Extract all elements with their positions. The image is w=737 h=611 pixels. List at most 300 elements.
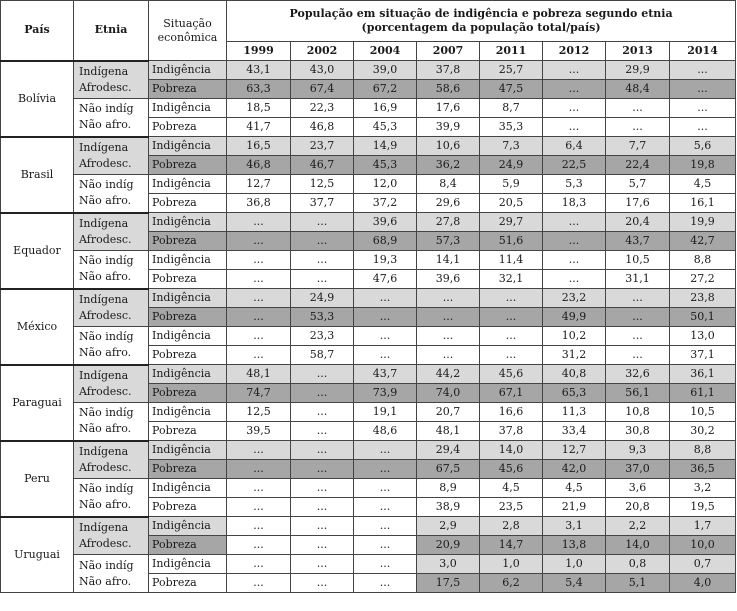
value-cell: ... [543,213,606,232]
header-year-2014: 2014 [670,42,736,61]
condition-indigence: Indigência [149,251,227,270]
value-cell: 17,5 [417,574,480,593]
value-cell: 14,0 [606,536,670,555]
header-year-2011: 2011 [480,42,543,61]
ethnic-label: Afrodesc. [79,232,132,246]
value-cell: 33,4 [543,422,606,441]
value-cell: ... [291,422,354,441]
value-cell: ... [227,327,291,346]
value-cell: 37,0 [606,460,670,479]
value-cell: 5,4 [543,574,606,593]
country-peru: Peru [1,441,74,517]
condition-indigence: Indigência [149,403,227,422]
value-cell: ... [606,118,670,137]
condition-indigence: Indigência [149,213,227,232]
ethnic-label: Não afro. [79,194,132,208]
value-cell: 0,8 [606,555,670,574]
value-cell: 45,6 [480,460,543,479]
header-title-line1: População em situação de indigência e pobreza segundo etnia [289,7,673,20]
value-cell: 10,8 [606,403,670,422]
ethnic-label: Não indíg [79,330,134,344]
value-cell: 29,9 [606,61,670,80]
value-cell: 18,5 [227,99,291,118]
table-row [1,213,736,232]
value-cell: 14,1 [417,251,480,270]
value-cell: ... [354,460,417,479]
value-cell: 65,3 [543,384,606,403]
value-cell: ... [227,251,291,270]
value-cell: 43,7 [606,232,670,251]
condition-indigence: Indigência [149,327,227,346]
value-cell: 56,1 [606,384,670,403]
value-cell: 37,8 [480,422,543,441]
value-cell: 22,4 [606,156,670,175]
value-cell: ... [417,327,480,346]
value-cell: 12,5 [291,175,354,194]
value-cell: 58,7 [291,346,354,365]
value-cell: 42,7 [670,232,736,251]
table-row [1,175,736,194]
ethnic-group-indigenous-afro [74,365,149,403]
condition-indigence: Indigência [149,175,227,194]
value-cell: ... [291,251,354,270]
condition-poverty: Pobreza [149,498,227,517]
value-cell: 9,3 [606,441,670,460]
value-cell: 10,0 [670,536,736,555]
value-cell: ... [291,441,354,460]
value-cell: 14,9 [354,137,417,156]
value-cell: ... [227,441,291,460]
value-cell: 31,1 [606,270,670,289]
value-cell: ... [291,270,354,289]
value-cell: ... [543,251,606,270]
value-cell: ... [227,232,291,251]
value-cell: ... [227,517,291,536]
value-cell: 37,7 [291,194,354,213]
value-cell: ... [354,498,417,517]
value-cell: 7,7 [606,137,670,156]
value-cell: ... [606,289,670,308]
value-cell: 39,6 [354,213,417,232]
value-cell: ... [543,61,606,80]
value-cell: 3,0 [417,555,480,574]
condition-indigence: Indigência [149,137,227,156]
ethnic-label: Indígena [79,292,129,306]
value-cell: 2,2 [606,517,670,536]
table-row [1,479,736,498]
ethnic-label: Afrodesc. [79,460,132,474]
value-cell: 3,1 [543,517,606,536]
value-cell: 14,0 [480,441,543,460]
value-cell: 48,4 [606,80,670,99]
ethnic-group-indigenous-afro [74,213,149,251]
ethnic-label: Afrodesc. [79,80,132,94]
value-cell: 10,5 [606,251,670,270]
value-cell: 25,7 [480,61,543,80]
value-cell: 0,7 [670,555,736,574]
ethnic-label: Não indíg [79,102,134,116]
value-cell: 1,0 [480,555,543,574]
value-cell: ... [227,213,291,232]
ethnic-group-indigenous-afro [74,289,149,327]
ethnic-group-indigenous-afro [74,441,149,479]
value-cell: ... [227,574,291,593]
value-cell: ... [227,498,291,517]
value-cell: ... [354,555,417,574]
value-cell: 48,1 [227,365,291,384]
value-cell: 20,8 [606,498,670,517]
value-cell: 20,7 [417,403,480,422]
country-paraguai: Paraguai [1,365,74,441]
value-cell: ... [291,479,354,498]
header-year-2007: 2007 [417,42,480,61]
value-cell: 27,8 [417,213,480,232]
value-cell: 14,7 [480,536,543,555]
value-cell: 10,6 [417,137,480,156]
value-cell: 74,0 [417,384,480,403]
value-cell: 16,6 [480,403,543,422]
value-cell: 1,7 [670,517,736,536]
value-cell: ... [417,346,480,365]
ethnic-label: Não indíg [79,406,134,420]
ethnic-group-non-indigenous-non-afro [74,555,149,593]
value-cell: 1,0 [543,555,606,574]
value-cell: 47,6 [354,270,417,289]
value-cell: 35,3 [480,118,543,137]
value-cell: ... [291,213,354,232]
value-cell: 7,3 [480,137,543,156]
value-cell: 30,8 [606,422,670,441]
country-uruguai: Uruguai [1,517,74,593]
value-cell: 38,9 [417,498,480,517]
condition-indigence: Indigência [149,61,227,80]
value-cell: 36,1 [670,365,736,384]
country-bolivia: Bolívia [1,61,74,137]
condition-poverty: Pobreza [149,308,227,327]
value-cell: ... [606,346,670,365]
value-cell: 46,8 [291,118,354,137]
value-cell: 20,9 [417,536,480,555]
table-row [1,289,736,308]
value-cell: 29,6 [417,194,480,213]
value-cell: 43,0 [291,61,354,80]
value-cell: ... [291,403,354,422]
value-cell: ... [227,479,291,498]
ethnic-group-non-indigenous-non-afro [74,251,149,289]
ethnic-label: Indígena [79,368,129,382]
value-cell: 74,7 [227,384,291,403]
value-cell: 58,6 [417,80,480,99]
value-cell: 2,8 [480,517,543,536]
value-cell: ... [291,498,354,517]
value-cell: ... [227,346,291,365]
value-cell: ... [543,270,606,289]
value-cell: 43,1 [227,61,291,80]
value-cell: 36,8 [227,194,291,213]
value-cell: 67,5 [417,460,480,479]
value-cell: ... [291,460,354,479]
value-cell: 16,5 [227,137,291,156]
value-cell: 49,9 [543,308,606,327]
value-cell: 12,5 [227,403,291,422]
value-cell: 8,8 [670,251,736,270]
ethnic-label: Não afro. [79,118,132,132]
condition-poverty: Pobreza [149,80,227,99]
value-cell: 16,9 [354,99,417,118]
value-cell: 17,6 [606,194,670,213]
value-cell: 18,3 [543,194,606,213]
table-row [1,99,736,118]
value-cell: 3,6 [606,479,670,498]
table-row [1,441,736,460]
header-year-2004: 2004 [354,42,417,61]
value-cell: ... [606,99,670,118]
value-cell: 23,7 [291,137,354,156]
value-cell: 5,7 [606,175,670,194]
value-cell: ... [417,308,480,327]
value-cell: 22,3 [291,99,354,118]
value-cell: 39,0 [354,61,417,80]
value-cell: 5,1 [606,574,670,593]
value-cell: 23,5 [480,498,543,517]
value-cell: ... [227,555,291,574]
condition-indigence: Indigência [149,555,227,574]
value-cell: 67,1 [480,384,543,403]
ethnic-label: Indígena [79,64,129,78]
value-cell: 13,8 [543,536,606,555]
value-cell: 19,9 [670,213,736,232]
value-cell: 29,7 [480,213,543,232]
country-equador: Equador [1,213,74,289]
condition-poverty: Pobreza [149,536,227,555]
value-cell: 47,5 [480,80,543,99]
value-cell: 39,6 [417,270,480,289]
header-year-2013: 2013 [606,42,670,61]
value-cell: 63,3 [227,80,291,99]
value-cell: 37,2 [354,194,417,213]
condition-poverty: Pobreza [149,194,227,213]
value-cell: ... [291,517,354,536]
ethnic-group-non-indigenous-non-afro [74,479,149,517]
value-cell: 20,5 [480,194,543,213]
table-row [1,555,736,574]
value-cell: 17,6 [417,99,480,118]
value-cell: 24,9 [291,289,354,308]
value-cell: 6,2 [480,574,543,593]
value-cell: 39,5 [227,422,291,441]
ethnic-label: Afrodesc. [79,156,132,170]
condition-poverty: Pobreza [149,346,227,365]
table-row [1,251,736,270]
value-cell: ... [227,536,291,555]
value-cell: 53,3 [291,308,354,327]
value-cell: ... [543,118,606,137]
value-cell: 32,6 [606,365,670,384]
value-cell: ... [227,460,291,479]
value-cell: 61,1 [670,384,736,403]
value-cell: 50,1 [670,308,736,327]
ethnic-label: Afrodesc. [79,384,132,398]
header-situation-line2: econômica [157,30,218,44]
ethnic-group-non-indigenous-non-afro [74,403,149,441]
value-cell: 11,4 [480,251,543,270]
table-row [1,137,736,156]
value-cell: ... [670,80,736,99]
value-cell: 30,2 [670,422,736,441]
value-cell: 12,7 [227,175,291,194]
value-cell: 67,2 [354,80,417,99]
ethnic-label: Não afro. [79,574,132,588]
condition-poverty: Pobreza [149,460,227,479]
table-row [1,365,736,384]
value-cell: ... [354,574,417,593]
value-cell: 46,8 [227,156,291,175]
value-cell: 36,5 [670,460,736,479]
value-cell: 51,6 [480,232,543,251]
header-title [227,1,736,42]
ethnic-label: Indígena [79,520,129,534]
value-cell: ... [417,289,480,308]
value-cell: 36,2 [417,156,480,175]
condition-indigence: Indigência [149,99,227,118]
condition-indigence: Indigência [149,365,227,384]
value-cell: ... [354,479,417,498]
value-cell: ... [480,346,543,365]
value-cell: ... [354,517,417,536]
ethnic-label: Não indíg [79,558,134,572]
value-cell: ... [227,308,291,327]
ethnic-label: Não afro. [79,346,132,360]
value-cell: ... [480,327,543,346]
value-cell: 2,9 [417,517,480,536]
value-cell: 12,0 [354,175,417,194]
value-cell: ... [354,441,417,460]
value-cell: 37,1 [670,346,736,365]
condition-poverty: Pobreza [149,232,227,251]
condition-indigence: Indigência [149,479,227,498]
value-cell: 29,4 [417,441,480,460]
table-row [1,61,736,80]
value-cell: 21,9 [543,498,606,517]
table-body [1,61,736,593]
value-cell: 37,8 [417,61,480,80]
condition-indigence: Indigência [149,289,227,308]
condition-poverty: Pobreza [149,384,227,403]
condition-poverty: Pobreza [149,574,227,593]
value-cell: 6,4 [543,137,606,156]
value-cell: ... [291,574,354,593]
header-year-2012: 2012 [543,42,606,61]
value-cell: 24,9 [480,156,543,175]
ethnic-group-non-indigenous-non-afro [74,327,149,365]
header-situation-line1: Situação [163,16,212,30]
value-cell: 5,3 [543,175,606,194]
value-cell: 42,0 [543,460,606,479]
value-cell: 44,2 [417,365,480,384]
ethnic-label: Não afro. [79,270,132,284]
value-cell: ... [291,555,354,574]
condition-poverty: Pobreza [149,270,227,289]
value-cell: 19,5 [670,498,736,517]
header-year-2002: 2002 [291,42,354,61]
value-cell: 32,1 [480,270,543,289]
value-cell: 45,6 [480,365,543,384]
value-cell: ... [670,61,736,80]
value-cell: 8,7 [480,99,543,118]
value-cell: 27,2 [670,270,736,289]
ethnic-label: Não afro. [79,422,132,436]
ethnic-label: Indígena [79,216,129,230]
value-cell: ... [354,308,417,327]
value-cell: 10,2 [543,327,606,346]
condition-poverty: Pobreza [149,422,227,441]
value-cell: 4,0 [670,574,736,593]
value-cell: 23,8 [670,289,736,308]
value-cell: 40,8 [543,365,606,384]
ethnic-group-indigenous-afro [74,517,149,555]
ethnic-label: Não indíg [79,254,134,268]
header-situation [149,1,227,61]
ethnic-label: Não afro. [79,498,132,512]
value-cell: 10,5 [670,403,736,422]
value-cell: 12,7 [543,441,606,460]
value-cell: ... [480,289,543,308]
country-mexico: México [1,289,74,365]
condition-indigence: Indigência [149,517,227,536]
value-cell: 67,4 [291,80,354,99]
header-ethnic: Etnia [74,1,149,61]
value-cell: ... [291,232,354,251]
value-cell: 3,2 [670,479,736,498]
value-cell: 8,8 [670,441,736,460]
table-row [1,403,736,422]
value-cell: 19,1 [354,403,417,422]
ethnic-group-indigenous-afro [74,61,149,99]
value-cell: 68,9 [354,232,417,251]
value-cell: ... [543,99,606,118]
ethnic-label: Não indíg [79,482,134,496]
value-cell: ... [543,80,606,99]
value-cell: ... [227,289,291,308]
ethnic-group-indigenous-afro [74,137,149,175]
header-year-1999: 1999 [227,42,291,61]
country-brasil: Brasil [1,137,74,213]
value-cell: ... [354,327,417,346]
header-title-line2: (porcentagem da população total/país) [361,21,601,34]
value-cell: ... [291,365,354,384]
value-cell: ... [606,308,670,327]
value-cell: 4,5 [480,479,543,498]
value-cell: ... [670,99,736,118]
value-cell: ... [606,327,670,346]
value-cell: 19,8 [670,156,736,175]
value-cell: 22,5 [543,156,606,175]
table-row [1,517,736,536]
header-country: País [1,1,74,61]
value-cell: ... [543,232,606,251]
table-header [1,1,736,61]
value-cell: 43,7 [354,365,417,384]
value-cell: ... [227,270,291,289]
value-cell: 4,5 [543,479,606,498]
value-cell: 45,3 [354,156,417,175]
ethnic-label: Indígena [79,140,129,154]
value-cell: 11,3 [543,403,606,422]
ethnic-label: Indígena [79,444,129,458]
condition-poverty: Pobreza [149,118,227,137]
ethnic-group-non-indigenous-non-afro [74,99,149,137]
ethnic-label: Afrodesc. [79,536,132,550]
